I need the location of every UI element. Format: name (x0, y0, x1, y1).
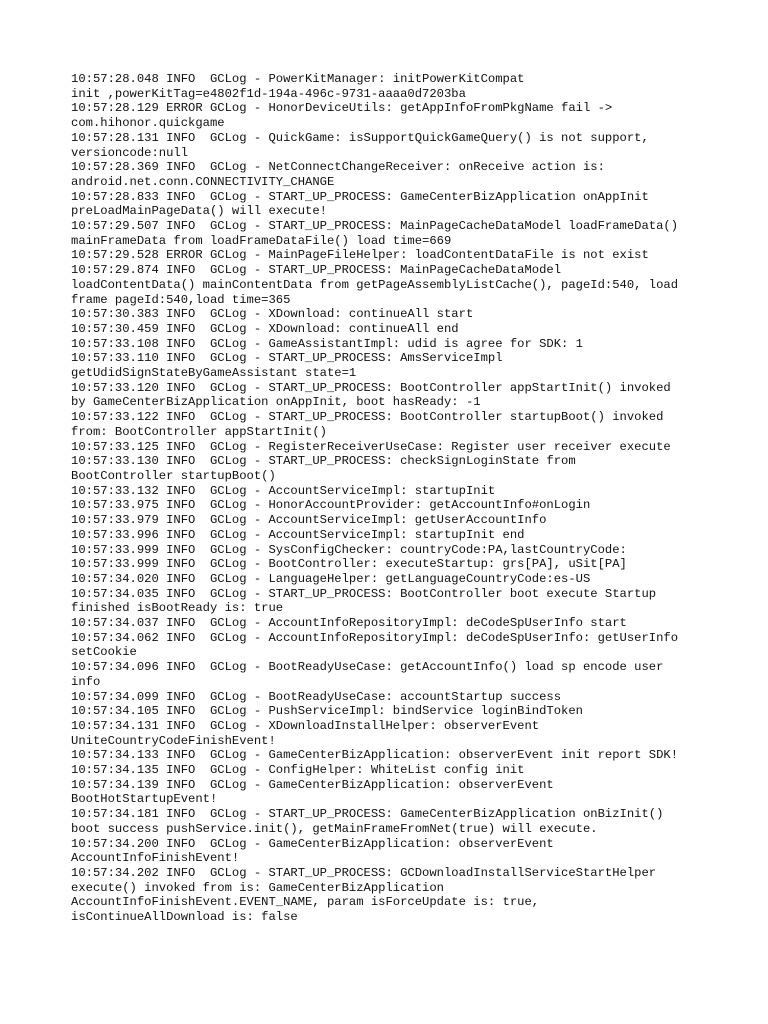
log-line: 10:57:29.507 INFO GCLog - START_UP_PROCESS: MainPageCacheDataModel loadFrameData() (71, 219, 679, 234)
log-line: versioncode:null (71, 145, 189, 160)
log-line: 10:57:33.108 INFO GCLog - GameAssistantImpl: udid is agree for SDK: 1 (71, 336, 583, 351)
log-line: execute() invoked from is: GameCenterBizApplication (71, 880, 444, 895)
log-line: 10:57:33.975 INFO GCLog - HonorAccountProvider: getAccountInfo#onLogin (71, 498, 591, 513)
log-line: 10:57:34.105 INFO GCLog - PushServiceImpl: bindService loginBindToken (71, 704, 583, 719)
log-line: frame pageId:540,load time=365 (71, 292, 291, 307)
log-line: 10:57:34.096 INFO GCLog - BootReadyUseCase: getAccountInfo() load sp encode user (71, 660, 664, 675)
log-line: AccountInfoFinishEvent.EVENT_NAME, param isForceUpdate is: true, (71, 895, 540, 910)
log-line: boot success pushService.init(), getMainFrameFromNet(true) will execute. (71, 821, 598, 836)
log-line: 10:57:28.129 ERROR GCLog - HonorDeviceUtils: getAppInfoFromPkgName fail -> (71, 101, 613, 116)
log-line: 10:57:33.125 INFO GCLog - RegisterReceiverUseCase: Register user receiver execute (71, 439, 671, 454)
log-line: UniteCountryCodeFinishEvent! (71, 733, 276, 748)
log-line: BootHotStartupEvent! (71, 792, 218, 807)
log-line: by GameCenterBizApplication onAppInit, boot hasReady: -1 (71, 395, 481, 410)
log-line: 10:57:34.139 INFO GCLog - GameCenterBizApplication: observerEvent (71, 777, 554, 792)
log-line: getUdidSignStateByGameAssistant state=1 (71, 366, 357, 381)
log-line: 10:57:34.200 INFO GCLog - GameCenterBizApplication: observerEvent (71, 836, 554, 851)
log-line: mainFrameData from loadFrameDataFile() load time=669 (71, 233, 452, 248)
log-line: isContinueAllDownload is: false (71, 910, 298, 925)
log-line: 10:57:33.110 INFO GCLog - START_UP_PROCESS: AmsServiceImpl (71, 351, 503, 366)
log-line: 10:57:34.020 INFO GCLog - LanguageHelper: getLanguageCountryCode:es-US (71, 571, 591, 586)
log-line: 10:57:28.131 INFO GCLog - QuickGame: isSupportQuickGameQuery() is not support, (71, 130, 649, 145)
log-line: 10:57:33.996 INFO GCLog - AccountServiceImpl: startupInit end (71, 527, 525, 542)
log-line: loadContentData() mainContentData from getPageAssemblyListCache(), pageId:540, load (71, 277, 679, 292)
log-line: BootController startupBoot() (71, 468, 276, 483)
log-line: 10:57:33.120 INFO GCLog - START_UP_PROCESS: BootController appStartInit() invoked (71, 380, 671, 395)
log-line: 10:57:34.099 INFO GCLog - BootReadyUseCase: accountStartup success (71, 689, 562, 704)
log-line: 10:57:34.062 INFO GCLog - AccountInfoRepositoryImpl: deCodeSpUserInfo: getUserInfo (71, 630, 679, 645)
log-line: 10:57:34.135 INFO GCLog - ConfigHelper: WhiteList config init (71, 763, 525, 778)
log-line: 10:57:28.369 INFO GCLog - NetConnectChangeReceiver: onReceive action is: (71, 160, 605, 175)
log-line: 10:57:28.048 INFO GCLog - PowerKitManager: initPowerKitCompat (71, 72, 525, 86)
log-line: 10:57:30.459 INFO GCLog - XDownload: continueAll end (71, 321, 459, 336)
log-line: 10:57:34.202 INFO GCLog - START_UP_PROCESS: GCDownloadInstallServiceStartHelper (71, 865, 657, 880)
log-line: init ,powerKitTag=e4802f1d-194a-496c-9731-aaaa0d7203ba (71, 86, 466, 101)
log-line: 10:57:34.035 INFO GCLog - START_UP_PROCESS: BootController boot execute Startup (71, 586, 657, 601)
log-line: info (71, 674, 101, 689)
log-line: 10:57:28.833 INFO GCLog - START_UP_PROCESS: GameCenterBizApplication onAppInit (71, 189, 649, 204)
log-line: 10:57:33.130 INFO GCLog - START_UP_PROCESS: checkSignLoginState from (71, 454, 576, 469)
log-line: finished isBootReady is: true (71, 601, 284, 616)
log-line: 10:57:34.133 INFO GCLog - GameCenterBizApplication: observerEvent init report SDK! (71, 748, 679, 763)
log-line: AccountInfoFinishEvent! (71, 851, 240, 866)
log-line: 10:57:34.037 INFO GCLog - AccountInfoRepositoryImpl: deCodeSpUserInfo start (71, 616, 627, 631)
log-line: 10:57:33.122 INFO GCLog - START_UP_PROCESS: BootController startupBoot() invoked (71, 410, 664, 425)
log-line: 10:57:33.132 INFO GCLog - AccountServiceImpl: startupInit (71, 483, 496, 498)
log-line: 10:57:33.999 INFO GCLog - BootController: executeStartup: grs[PA], uSit[PA] (71, 557, 627, 572)
log-line: android.net.conn.CONNECTIVITY_CHANGE (71, 174, 335, 189)
log-line: 10:57:29.528 ERROR GCLog - MainPageFileHelper: loadContentDataFile is not exist (71, 248, 649, 263)
log-line: 10:57:29.874 INFO GCLog - START_UP_PROCESS: MainPageCacheDataModel (71, 263, 562, 278)
log-line: setCookie (71, 645, 137, 660)
log-line: 10:57:33.999 INFO GCLog - SysConfigChecker: countryCode:PA,lastCountryCode: (71, 542, 627, 557)
log-line: 10:57:30.383 INFO GCLog - XDownload: continueAll start (71, 307, 474, 322)
log-text-block (71, 72, 711, 925)
log-line: 10:57:34.131 INFO GCLog - XDownloadInstallHelper: observerEvent (71, 718, 540, 733)
log-line: preLoadMainPageData() will execute! (71, 204, 327, 219)
log-line: com.hihonor.quickgame (71, 116, 225, 131)
log-line: 10:57:33.979 INFO GCLog - AccountServiceImpl: getUserAccountInfo (71, 513, 547, 528)
log-line: 10:57:34.181 INFO GCLog - START_UP_PROCESS: GameCenterBizApplication onBizInit() (71, 807, 664, 822)
log-line: from: BootController appStartInit() (71, 424, 327, 439)
